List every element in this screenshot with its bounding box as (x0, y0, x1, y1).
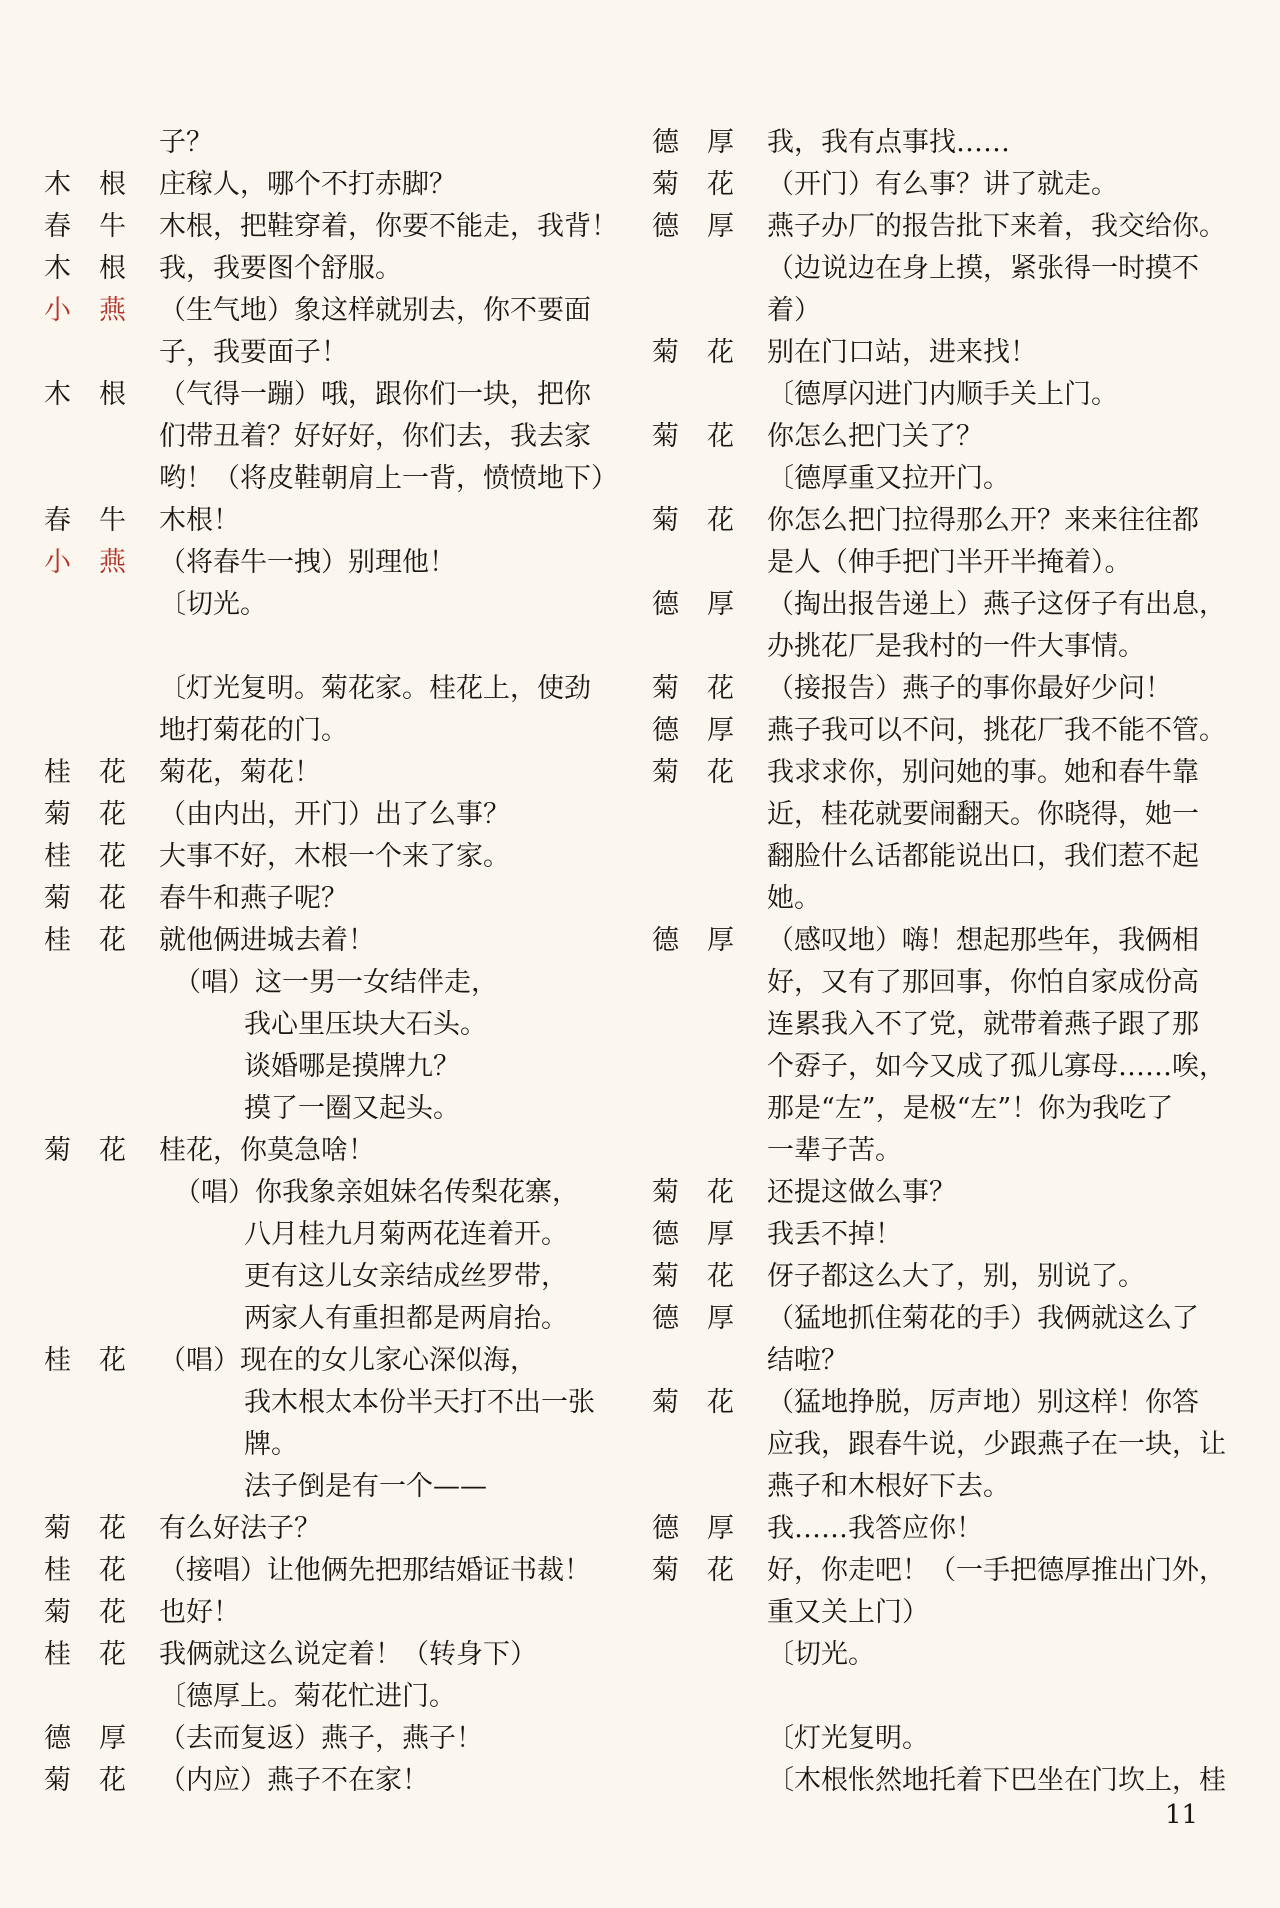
script-line (44, 920, 619, 962)
dialogue-text: 子？ (159, 127, 213, 158)
script-line (652, 1760, 1242, 1802)
dialogue-text: 一辈子苦。 (767, 1135, 902, 1166)
dialogue-text: 结啦？ (767, 1345, 848, 1376)
script-line (44, 1676, 619, 1718)
dialogue-text: 应我，跟春牛说，少跟燕子在一块，让 (767, 1429, 1226, 1460)
script-line (44, 584, 619, 626)
script-line (652, 500, 1242, 542)
dialogue-text: 还提这做么事？ (767, 1177, 956, 1208)
script-line (44, 500, 619, 542)
speaker-name: 菊花 (652, 673, 762, 704)
script-line (652, 1340, 1242, 1382)
verse-line: 更有这儿女亲结成丝罗带， (244, 1261, 568, 1292)
script-line (652, 836, 1242, 878)
speaker-name: 德厚 (652, 925, 762, 956)
script-line (44, 458, 619, 500)
script-line (44, 1172, 619, 1214)
dialogue-text: 办挑花厂是我村的一件大事情。 (767, 631, 1145, 662)
dialogue-text: 就他俩进城去着！ (159, 925, 375, 956)
script-line (44, 1466, 619, 1508)
script-line (652, 458, 1242, 500)
script-line (652, 164, 1242, 206)
dialogue-text: （感叹地）嗨！想起那些年，我俩相 (767, 925, 1199, 956)
script-line (44, 1046, 619, 1088)
speaker-name: 德厚 (652, 127, 762, 158)
script-line (44, 1760, 619, 1802)
script-line (44, 710, 619, 752)
script-line (652, 122, 1242, 164)
script-line (44, 668, 619, 710)
verse-line: 两家人有重担都是两肩抬。 (244, 1303, 568, 1334)
dialogue-text: （猛地挣脱，厉声地）别这样！你答 (767, 1387, 1199, 1418)
dialogue-text: 近，桂花就要闹翻天。你晓得，她一 (767, 799, 1199, 830)
speaker-name: 小燕 (44, 295, 154, 326)
right-column (652, 122, 1242, 1802)
script-line (44, 206, 619, 248)
script-line (652, 1466, 1242, 1508)
dialogue-text: 菊花，菊花！ (159, 757, 321, 788)
sung-line: （唱）这一男一女结伴走， (174, 967, 498, 998)
verse-line: 我木根太本份半天打不出一张 (244, 1387, 595, 1418)
verse-line: 谈婚哪是摸牌九？ (244, 1051, 460, 1082)
script-line (652, 752, 1242, 794)
script-line (44, 122, 619, 164)
speaker-name: 菊花 (44, 1765, 154, 1796)
script-line (652, 1256, 1242, 1298)
speaker-name: 菊花 (652, 1177, 762, 1208)
speaker-name: 德厚 (44, 1723, 154, 1754)
speaker-name: 德厚 (652, 589, 762, 620)
speaker-name: 菊花 (652, 1387, 762, 1418)
speaker-name: 菊花 (652, 505, 762, 536)
dialogue-text: 木根，把鞋穿着，你要不能走，我背！ (159, 211, 618, 242)
speaker-name: 木根 (44, 253, 154, 284)
dialogue-text: 重又关上门） (767, 1597, 929, 1628)
script-line (652, 1214, 1242, 1256)
speaker-name: 桂花 (44, 1555, 154, 1586)
speaker-name: 春牛 (44, 505, 154, 536)
script-line (44, 1340, 619, 1382)
dialogue-text: 那是“左”，是极“左”！你为我吃了 (767, 1093, 1174, 1124)
script-line (44, 794, 619, 836)
dialogue-text: 连累我入不了党，就带着燕子跟了那 (767, 1009, 1199, 1040)
script-line (44, 1130, 619, 1172)
dialogue-text: 好，你走吧！（一手把德厚推出门外， (767, 1555, 1226, 1586)
verse-line: 我心里压块大石头。 (244, 1009, 487, 1040)
dialogue-text: 桂花，你莫急啥！ (159, 1135, 375, 1166)
dialogue-text: 好，又有了那回事，你怕自家成份高 (767, 967, 1199, 998)
dialogue-text: 燕子办厂的报告批下来着，我交给你。 (767, 211, 1226, 242)
dialogue-text: （将春牛一拽）别理他！ (159, 547, 456, 578)
dialogue-text: 别在门口站，进来找！ (767, 337, 1037, 368)
dialogue-text: 你怎么把门关了？ (767, 421, 983, 452)
speaker-name: 菊花 (652, 421, 762, 452)
dialogue-text: 庄稼人，哪个不打赤脚？ (159, 169, 456, 200)
dialogue-text: 子，我要面子！ (159, 337, 348, 368)
script-line (652, 878, 1242, 920)
dialogue-text: （气得一蹦）哦，跟你们一块，把你 (159, 379, 591, 410)
speaker-name: 德厚 (652, 1513, 762, 1544)
dialogue-text: 〔切光。 (767, 1639, 875, 1670)
dialogue-text: 着） (767, 295, 821, 326)
script-line (44, 1550, 619, 1592)
verse-line: 法子倒是有一个—— (244, 1471, 487, 1502)
script-line (652, 920, 1242, 962)
script-line (44, 332, 619, 374)
dialogue-text: 我……我答应你！ (767, 1513, 983, 1544)
script-line (44, 374, 619, 416)
dialogue-text: 〔德厚上。菊花忙进门。 (159, 1681, 456, 1712)
script-line (652, 794, 1242, 836)
left-column (44, 122, 619, 1802)
dialogue-text: 〔德厚重又拉开门。 (767, 463, 1010, 494)
script-line (652, 710, 1242, 752)
dialogue-text: 〔灯光复明。菊花家。桂花上，使劲 (159, 673, 591, 704)
script-line (44, 1634, 619, 1676)
speaker-name: 德厚 (652, 211, 762, 242)
dialogue-text: （由内出，开门）出了么事？ (159, 799, 510, 830)
script-line (44, 878, 619, 920)
script-line (652, 584, 1242, 626)
dialogue-text: 我丢不掉！ (767, 1219, 902, 1250)
script-line (652, 1592, 1242, 1634)
script-line (44, 1004, 619, 1046)
script-line (44, 248, 619, 290)
dialogue-text: 有么好法子？ (159, 1513, 321, 1544)
speaker-name: 德厚 (652, 715, 762, 746)
dialogue-text: （开门）有么事？讲了就走。 (767, 169, 1118, 200)
speaker-name: 菊花 (652, 169, 762, 200)
dialogue-text: 翻脸什么话都能说出口，我们惹不起 (767, 841, 1199, 872)
script-line (652, 1172, 1242, 1214)
script-line (44, 1298, 619, 1340)
script-line (44, 542, 619, 584)
dialogue-text: 我，我有点事找…… (767, 127, 1010, 158)
dialogue-text: 〔灯光复明。 (767, 1723, 929, 1754)
speaker-name: 桂花 (44, 757, 154, 788)
dialogue-text: 大事不好，木根一个来了家。 (159, 841, 510, 872)
script-line (44, 164, 619, 206)
dialogue-text: （去而复返）燕子，燕子！ (159, 1723, 483, 1754)
script-line (652, 1508, 1242, 1550)
dialogue-text: （生气地）象这样就别去，你不要面 (159, 295, 591, 326)
speaker-name: 德厚 (652, 1219, 762, 1250)
dialogue-text: 〔德厚闪进门内顺手关上门。 (767, 379, 1118, 410)
speaker-name: 桂花 (44, 1345, 154, 1376)
script-line (652, 1718, 1242, 1760)
verse-line: 八月桂九月菊两花连着开。 (244, 1219, 568, 1250)
dialogue-text: 她。 (767, 883, 821, 914)
script-line (652, 1130, 1242, 1172)
script-line (652, 1634, 1242, 1676)
speaker-name: 桂花 (44, 841, 154, 872)
script-line (44, 1214, 619, 1256)
speaker-name: 菊花 (44, 1597, 154, 1628)
script-line (652, 206, 1242, 248)
dialogue-text: 你怎么把门拉得那么开？来来往往都 (767, 505, 1199, 536)
blank-line (652, 1676, 1242, 1718)
script-line (652, 290, 1242, 332)
dialogue-text: 我，我要图个舒服。 (159, 253, 402, 284)
dialogue-text: （接报告）燕子的事你最好少问！ (767, 673, 1172, 704)
speaker-name: 菊花 (652, 1555, 762, 1586)
script-line (652, 1382, 1242, 1424)
dialogue-text: 我俩就这么说定着！（转身下） (159, 1639, 537, 1670)
dialogue-text: （猛地抓住菊花的手）我俩就这么了 (767, 1303, 1199, 1334)
dialogue-text: 我求求你，别问她的事。她和春牛靠 (767, 757, 1199, 788)
dialogue-text: 们带丑着？好好好，你们去，我去家 (159, 421, 591, 452)
script-line (44, 290, 619, 332)
verse-line: 摸了一圈又起头。 (244, 1093, 460, 1124)
script-line (44, 1508, 619, 1550)
script-line (652, 1550, 1242, 1592)
speaker-name: 木根 (44, 379, 154, 410)
script-line (44, 962, 619, 1004)
script-line (652, 248, 1242, 290)
script-line (44, 1718, 619, 1760)
script-line (44, 1256, 619, 1298)
script-line (44, 1382, 619, 1424)
dialogue-text: 哟！（将皮鞋朝肩上一背，愤愤地下） (159, 463, 618, 494)
script-line (652, 668, 1242, 710)
dialogue-text: 是人（伸手把门半开半掩着）。 (767, 547, 1132, 578)
dialogue-text: 个孬子，如今又成了孤儿寡母……唉， (767, 1051, 1226, 1082)
speaker-name: 菊花 (44, 1513, 154, 1544)
speaker-name: 菊花 (44, 799, 154, 830)
script-line (44, 836, 619, 878)
dialogue-text: 木根！ (159, 505, 240, 536)
script-line (652, 1088, 1242, 1130)
dialogue-text: （掏出报告递上）燕子这伢子有出息， (767, 589, 1226, 620)
script-line (652, 1298, 1242, 1340)
dialogue-text: 也好！ (159, 1597, 240, 1628)
speaker-name: 春牛 (44, 211, 154, 242)
dialogue-text: 地打菊花的门。 (159, 715, 348, 746)
dialogue-text: 〔切光。 (159, 589, 267, 620)
script-line (44, 752, 619, 794)
script-line (652, 416, 1242, 458)
script-line (652, 962, 1242, 1004)
sung-line: （唱）你我象亲姐妹名传梨花寨， (174, 1177, 579, 1208)
dialogue-text: （内应）燕子不在家！ (159, 1765, 429, 1796)
script-line (652, 374, 1242, 416)
script-line (652, 542, 1242, 584)
verse-line: 牌。 (244, 1429, 298, 1460)
dialogue-text: 春牛和燕子呢？ (159, 883, 348, 914)
speaker-name: 菊花 (652, 337, 762, 368)
script-line (652, 626, 1242, 668)
dialogue-text: 伢子都这么大了，别，别说了。 (767, 1261, 1145, 1292)
script-line (44, 1088, 619, 1130)
speaker-name: 菊花 (652, 757, 762, 788)
dialogue-text: 〔木根怅然地托着下巴坐在门坎上，桂 (767, 1765, 1226, 1796)
script-line (44, 416, 619, 458)
script-line (44, 1424, 619, 1466)
speaker-name: 菊花 (652, 1261, 762, 1292)
speaker-name: 德厚 (652, 1303, 762, 1334)
speaker-name: 菊花 (44, 1135, 154, 1166)
dialogue-text: 燕子我可以不问，挑花厂我不能不管。 (767, 715, 1226, 746)
speaker-name: 菊花 (44, 883, 154, 914)
page-number: 11 (1165, 1800, 1199, 1830)
speaker-name: 桂花 (44, 1639, 154, 1670)
script-line (652, 1046, 1242, 1088)
blank-line (44, 626, 619, 668)
speaker-name: 桂花 (44, 925, 154, 956)
speaker-name: 木根 (44, 169, 154, 200)
dialogue-text: （接唱）让他俩先把那结婚证书裁！ (159, 1555, 591, 1586)
script-line (652, 332, 1242, 374)
dialogue-text: （唱）现在的女儿家心深似海， (159, 1345, 537, 1376)
dialogue-text: 燕子和木根好下去。 (767, 1471, 1010, 1502)
script-line (652, 1424, 1242, 1466)
speaker-name: 小燕 (44, 547, 154, 578)
script-line (44, 1592, 619, 1634)
dialogue-text: （边说边在身上摸，紧张得一时摸不 (767, 253, 1199, 284)
script-line (652, 1004, 1242, 1046)
